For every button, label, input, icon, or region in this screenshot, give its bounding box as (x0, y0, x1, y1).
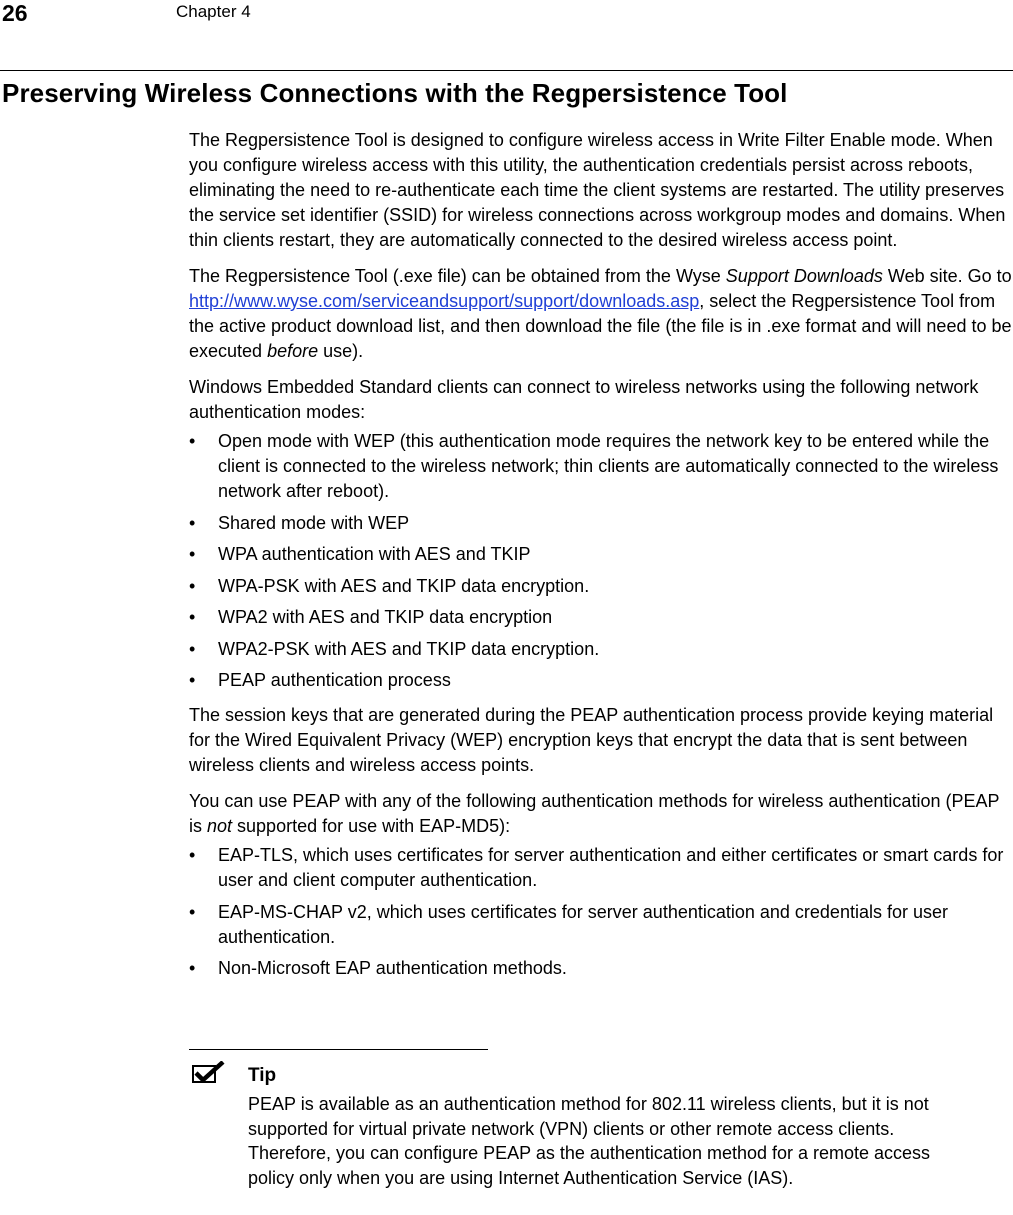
bullet: • (189, 431, 196, 451)
page-number: 26 (2, 0, 28, 26)
intro-paragraph: The Regpersistence Tool is designed to configure wireless access in Write Filter Enable mode. When you configure wireless access with this utility, the authentication credentials persist across reboots, eliminating the need to re-authenticate each time the client systems are restarted. The utility preserves the service set identifier (SSID) for wireless connections across workgroup modes and domains. When thin clients restart, they are automatically connected to the desired wireless access point. (189, 130, 1006, 250)
list-item (189, 956, 1013, 981)
list-item (189, 605, 1013, 630)
list-item-text: PEAP authentication process (218, 670, 451, 690)
bullet: • (189, 670, 196, 690)
list-item (189, 900, 1013, 950)
list-item-text: WPA2 with AES and TKIP data encryption (218, 607, 553, 627)
list-item-text: WPA-PSK with AES and TKIP data encryption. (218, 575, 590, 596)
list-item (189, 843, 1013, 893)
bullet: • (189, 512, 196, 533)
download-text-3: , select the Regpersistence Tool from the active product download list, and then download the file (the file is in .exe format and will need to be executed (189, 291, 1012, 361)
list-item (189, 429, 1013, 504)
before-emphasis: before (267, 341, 319, 361)
download-text-4: use). (318, 341, 364, 361)
modes-intro-paragraph: Windows Embedded Standard clients can connect to wireless networks using the following network authentication modes: (189, 377, 979, 422)
methods-text-1: You can use PEAP with any of the following authentication methods for wireless authentication (PEAP is (189, 791, 1000, 836)
section-title: Preserving Wireless Connections with the Regpersistence Tool (2, 78, 788, 108)
list-item (189, 542, 1013, 567)
list-item-text: EAP-TLS, which uses certificates for server authentication and either certificates or smart cards for user and client computer authentication. (218, 845, 1004, 890)
body-text (189, 128, 1013, 991)
list-item (189, 637, 1013, 662)
bullet: • (189, 958, 196, 978)
download-paragraph (189, 264, 1013, 364)
header-divider (0, 70, 1013, 71)
bullet: • (189, 845, 196, 865)
tip-divider (189, 1049, 488, 1050)
list-item (189, 668, 1013, 693)
chapter-label: Chapter 4 (176, 2, 251, 21)
bullet: • (189, 575, 196, 596)
download-text-2: Web site. Go to (882, 266, 1012, 286)
list-item-text: WPA authentication with AES and TKIP (218, 544, 531, 564)
checkmark-box-icon (192, 1061, 226, 1083)
support-downloads-emphasis: Support Downloads (725, 266, 883, 286)
list-item-text: Non-Microsoft EAP authentication methods. (218, 958, 567, 978)
tip-label: Tip (248, 1065, 277, 1086)
download-text-1: The Regpersistence Tool (.exe file) can be obtained from the Wyse (189, 266, 726, 286)
downloads-link[interactable]: http://www.wyse.com/serviceandsupport/support/downloads.asp (189, 291, 700, 311)
bullet: • (189, 607, 196, 627)
bullet: • (189, 638, 196, 659)
list-item (189, 511, 1013, 536)
auth-modes-list (189, 429, 1013, 693)
list-item (189, 574, 1013, 599)
list-item-text: WPA2-PSK with AES and TKIP data encryption. (218, 638, 600, 659)
list-item-text: Shared mode with WEP (218, 512, 410, 533)
methods-intro-paragraph (189, 789, 1013, 839)
not-emphasis: not (207, 816, 233, 836)
bullet: • (189, 901, 196, 922)
list-item-text: EAP-MS-CHAP v2, which uses certificates for server authentication and credentials for user authentication. (218, 901, 948, 947)
tip-text: PEAP is available as an authentication method for 802.11 wireless clients, but it is not supported for virtual private network (VPN) clients or other remote access clients. Therefore, you can configure PEAP as the authentication method for a remote access policy only when you are using Internet Authentication Service (IAS). (248, 1094, 931, 1188)
auth-methods-list (189, 843, 1013, 981)
list-item-text: Open mode with WEP (this authentication mode requires the network key to be entered while the client is connected to the wireless network; thin clients are automatically connected to the wireless network after reboot). (218, 431, 999, 501)
bullet: • (189, 544, 196, 564)
methods-text-2: supported for use with EAP-MD5): (232, 816, 511, 836)
session-keys-paragraph: The session keys that are generated during the PEAP authentication process provide keying material for the Wired Equivalent Privacy (WEP) encryption keys that encrypt the data that is sent between wireless clients and wireless access points. (189, 705, 994, 775)
